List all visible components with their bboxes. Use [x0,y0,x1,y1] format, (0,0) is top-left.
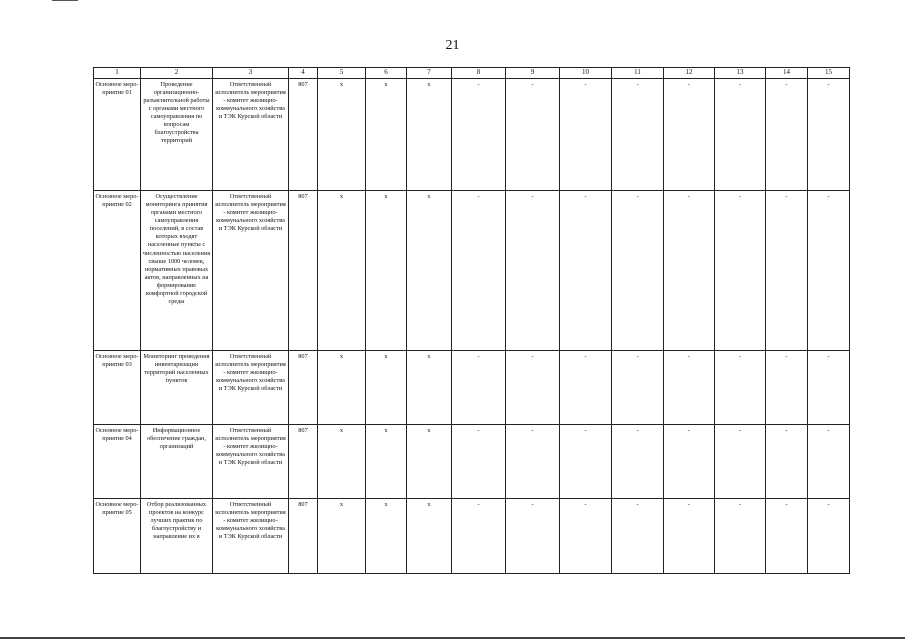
table-cell: Основное меро-приятие 03 [94,350,141,424]
table-cell: - [715,424,766,498]
column-header: 14 [766,68,808,79]
table-cell: - [808,79,850,191]
table-cell: - [766,498,808,573]
header-row [94,68,850,79]
bottom-rule [0,637,905,639]
table-cell: - [506,498,560,573]
table-cell: - [506,191,560,351]
column-header: 12 [664,68,715,79]
table-cell: - [808,424,850,498]
table-cell: x [407,498,452,573]
table-cell: x [407,191,452,351]
table-cell: Мониторинг проведения инвентаризации территорий населенных пунктов [141,350,213,424]
table-cell: x [318,498,366,573]
table-cell: Основное меро-приятие 04 [94,424,141,498]
table-cell: - [664,350,715,424]
table-cell: x [366,79,407,191]
table-cell: - [506,424,560,498]
table-cell: - [452,350,506,424]
table-cell: - [452,191,506,351]
table-cell: - [452,498,506,573]
table-cell: - [766,424,808,498]
table-row [94,79,850,191]
table-cell: x [366,350,407,424]
table-cell: - [664,424,715,498]
table-cell: x [318,424,366,498]
table-cell: 807 [289,424,318,498]
table-cell: x [366,498,407,573]
column-header: 13 [715,68,766,79]
column-header: 7 [407,68,452,79]
table-cell: - [506,350,560,424]
table-cell: Отбор реализованных проектов на конкурс лучших практик по благоустройству и направление их в [141,498,213,573]
column-header: 2 [141,68,213,79]
activities-table [93,67,850,574]
table-cell: - [560,350,612,424]
table-cell: 807 [289,498,318,573]
column-header: 4 [289,68,318,79]
table-cell: - [664,79,715,191]
table-cell: - [715,191,766,351]
table-cell: x [366,424,407,498]
table-cell: - [452,79,506,191]
table-cell: - [612,498,664,573]
table-row [94,350,850,424]
table-cell: 807 [289,350,318,424]
table-cell: x [318,350,366,424]
column-header: 1 [94,68,141,79]
table-cell: - [808,191,850,351]
table-cell: Проведение организационно-разъяснительной работы с органами местного самоуправления по вопросам благоустройства территорий [141,79,213,191]
table-cell: - [766,79,808,191]
table-cell: x [366,191,407,351]
table-cell: - [664,191,715,351]
table-cell: x [407,350,452,424]
table-cell: - [506,79,560,191]
table-cell: - [612,79,664,191]
table-cell: Ответственный исполнитель мероприятия - комитет жилищно-коммунального хозяйства и ТЭК Курской области [213,424,289,498]
table-cell: - [766,350,808,424]
table-cell: - [664,498,715,573]
table-row [94,191,850,351]
table-cell: x [407,424,452,498]
table-cell: Основное меро-приятие 02 [94,191,141,351]
table-cell: x [318,191,366,351]
table-cell: - [560,191,612,351]
table-cell: - [560,498,612,573]
table-cell: - [766,191,808,351]
column-header: 9 [506,68,560,79]
table-cell: 807 [289,79,318,191]
table-cell: Основное меро-приятие 01 [94,79,141,191]
top-edge-mark [52,0,78,1]
column-header: 10 [560,68,612,79]
table-row [94,424,850,498]
table-cell: Ответственный исполнитель мероприятия - комитет жилищно-коммунального хозяйства и ТЭК Курской области [213,79,289,191]
table-cell: - [715,350,766,424]
page-number: 21 [445,38,460,53]
table-cell: Информационное обеспечение граждан, организаций [141,424,213,498]
column-header: 5 [318,68,366,79]
table-cell: x [407,79,452,191]
column-header: 15 [808,68,850,79]
table-cell: - [715,498,766,573]
table-cell: - [612,191,664,351]
table-cell: - [612,350,664,424]
table-cell: Осуществление мониторинга принятия органами местного самоуправления поселений, в состав которых входят населенные пункты с численностью населения свыше 1000 человек, нормативных правовых актов, направленных на формирование комфортной городской среды [141,191,213,351]
table-cell: - [452,424,506,498]
table-cell: - [808,350,850,424]
table-cell: - [612,424,664,498]
column-header: 6 [366,68,407,79]
table-cell: - [808,498,850,573]
table-cell: - [715,79,766,191]
table-row [94,498,850,573]
table-cell: - [560,424,612,498]
column-header: 11 [612,68,664,79]
table-cell: - [560,79,612,191]
table-cell: Ответственный исполнитель мероприятия - комитет жилищно-коммунального хозяйства и ТЭК Курской области [213,350,289,424]
table-body [94,79,850,574]
table-cell: 807 [289,191,318,351]
table-cell: x [318,79,366,191]
table-cell: Ответственный исполнитель мероприятия - комитет жилищно-коммунального хозяйства и ТЭК Курской области [213,498,289,573]
column-header: 3 [213,68,289,79]
table-cell: Основное меро-приятие 05 [94,498,141,573]
table-cell: Ответственный исполнитель мероприятия - комитет жилищно-коммунального хозяйства и ТЭК Курской области [213,191,289,351]
column-header: 8 [452,68,506,79]
